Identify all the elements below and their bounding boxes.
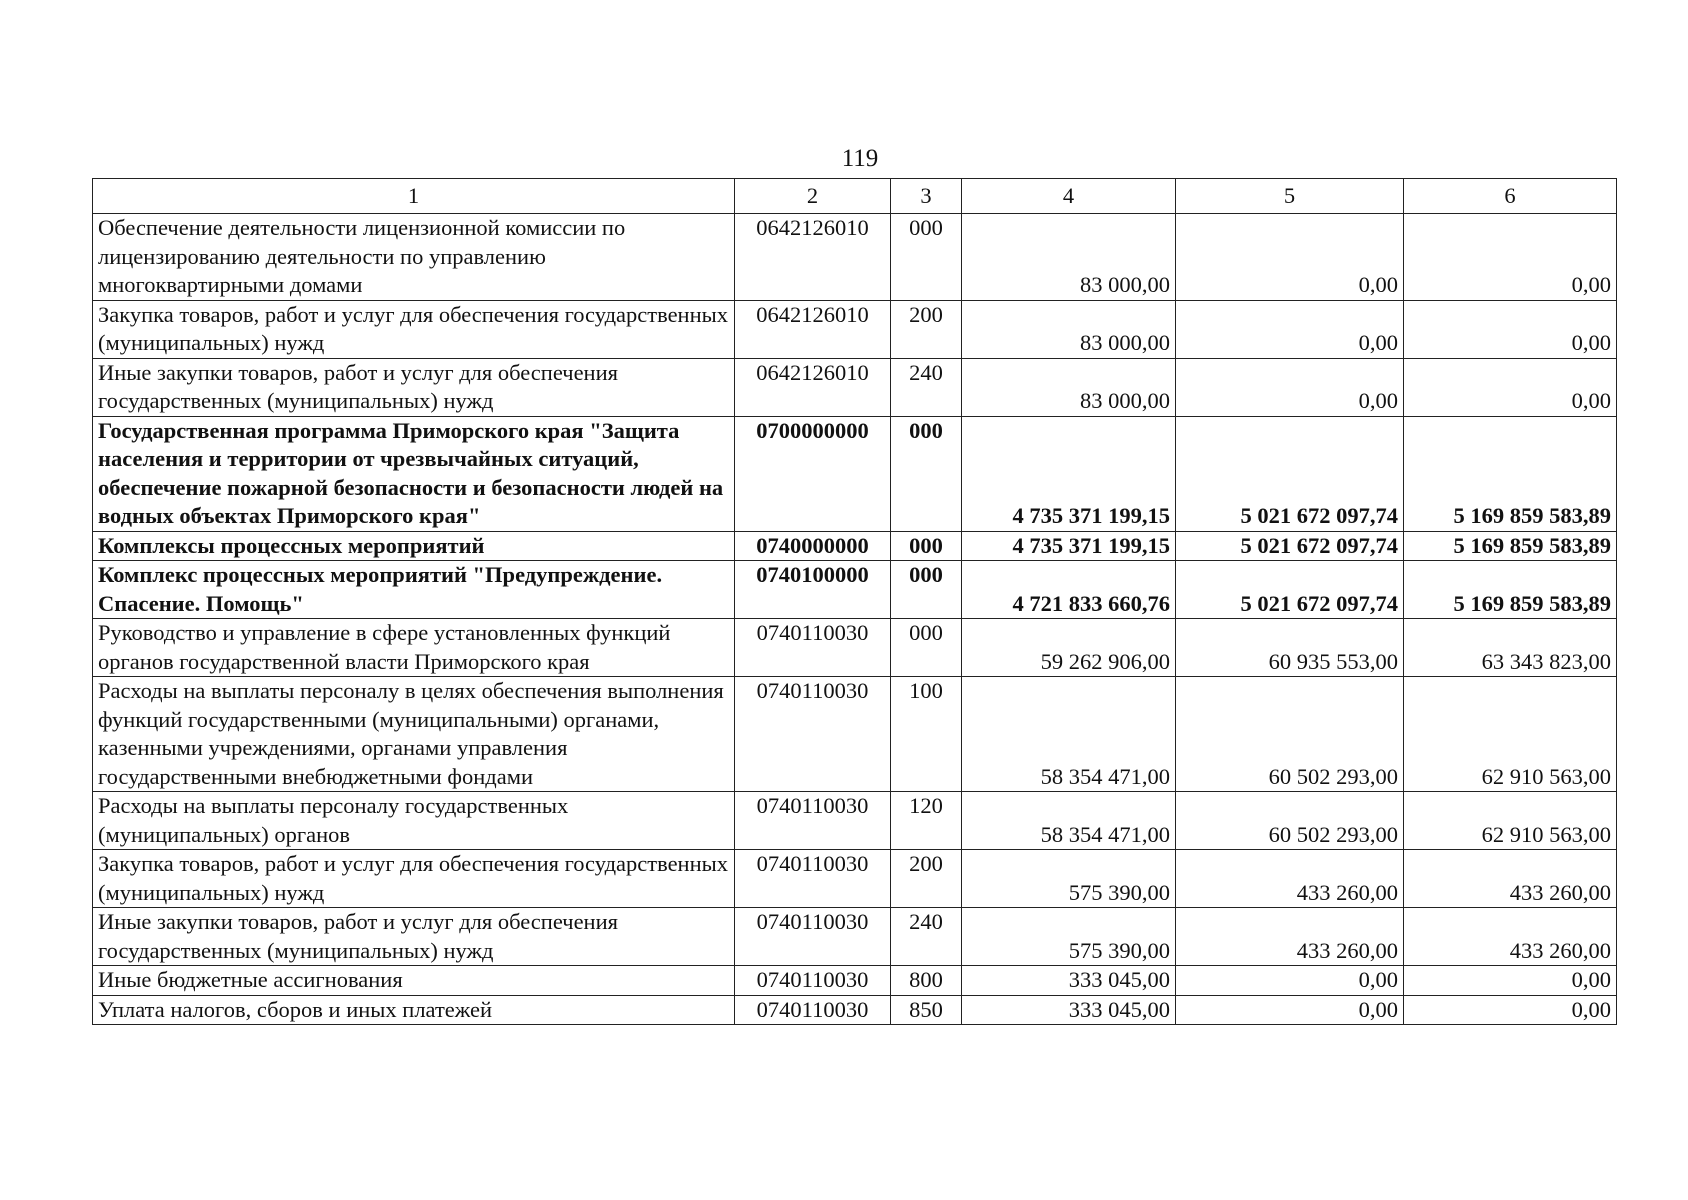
row-type-cell: 100 [891, 677, 962, 792]
row-type-cell: 200 [891, 300, 962, 358]
row-code-cell: 0740110030 [735, 619, 891, 677]
row-type-cell: 000 [891, 619, 962, 677]
row-value-6-cell: 62 910 563,00 [1404, 792, 1617, 850]
row-value-4-cell: 333 045,00 [962, 995, 1176, 1025]
row-value-6-cell: 433 260,00 [1404, 850, 1617, 908]
row-value-4-cell: 83 000,00 [962, 358, 1176, 416]
row-value-5-cell: 5 021 672 097,74 [1176, 531, 1404, 561]
row-name-cell: Расходы на выплаты персоналу государственных (муниципальных) органов [93, 792, 735, 850]
row-value-4-cell: 58 354 471,00 [962, 792, 1176, 850]
row-type-cell: 000 [891, 214, 962, 301]
row-code-cell: 0642126010 [735, 300, 891, 358]
row-value-5-cell: 433 260,00 [1176, 908, 1404, 966]
row-value-4-cell: 575 390,00 [962, 850, 1176, 908]
table-row [93, 850, 1617, 908]
row-code-cell: 0740000000 [735, 531, 891, 561]
row-value-5-cell: 5 021 672 097,74 [1176, 416, 1404, 531]
table-row [93, 995, 1617, 1025]
header-cell-3: 3 [891, 179, 962, 214]
row-value-5-cell: 60 935 553,00 [1176, 619, 1404, 677]
row-value-6-cell: 0,00 [1404, 214, 1617, 301]
header-cell-6: 6 [1404, 179, 1617, 214]
table-row [93, 358, 1617, 416]
table-row [93, 908, 1617, 966]
row-value-4-cell: 59 262 906,00 [962, 619, 1176, 677]
row-name-cell: Иные закупки товаров, работ и услуг для обеспечения государственных (муниципальных) нужд [93, 908, 735, 966]
row-code-cell: 0740100000 [735, 561, 891, 619]
table-row [93, 619, 1617, 677]
header-cell-2: 2 [735, 179, 891, 214]
row-code-cell: 0740110030 [735, 792, 891, 850]
row-value-5-cell: 0,00 [1176, 358, 1404, 416]
row-name-cell: Иные закупки товаров, работ и услуг для обеспечения государственных (муниципальных) нужд [93, 358, 735, 416]
page-number: 119 [841, 145, 879, 172]
table-row [93, 677, 1617, 792]
row-value-4-cell: 83 000,00 [962, 300, 1176, 358]
row-value-5-cell: 433 260,00 [1176, 850, 1404, 908]
row-type-cell: 000 [891, 416, 962, 531]
row-type-cell: 000 [891, 531, 962, 561]
row-value-5-cell: 0,00 [1176, 995, 1404, 1025]
row-value-4-cell: 4 735 371 199,15 [962, 531, 1176, 561]
row-code-cell: 0642126010 [735, 214, 891, 301]
row-value-5-cell: 5 021 672 097,74 [1176, 561, 1404, 619]
row-name-cell: Расходы на выплаты персоналу в целях обеспечения выполнения функций государственными (муниципальными) органами, казенными учреждениями, органами управления государственными внебюджетными фондами [93, 677, 735, 792]
table-row [93, 792, 1617, 850]
row-code-cell: 0740110030 [735, 850, 891, 908]
row-value-6-cell: 0,00 [1404, 300, 1617, 358]
budget-table [92, 178, 1617, 1025]
row-name-cell: Государственная программа Приморского края "Защита населения и территории от чрезвычайных ситуаций, обеспечение пожарной безопасности и безопасности людей на водных объектах Приморского края" [93, 416, 735, 531]
row-value-4-cell: 83 000,00 [962, 214, 1176, 301]
row-value-6-cell: 62 910 563,00 [1404, 677, 1617, 792]
row-value-5-cell: 60 502 293,00 [1176, 677, 1404, 792]
row-code-cell: 0740110030 [735, 677, 891, 792]
row-value-4-cell: 575 390,00 [962, 908, 1176, 966]
row-value-5-cell: 0,00 [1176, 300, 1404, 358]
row-type-cell: 000 [891, 561, 962, 619]
table-row [93, 531, 1617, 561]
table-row [93, 561, 1617, 619]
row-name-cell: Комплекс процессных мероприятий "Предупреждение. Спасение. Помощь" [93, 561, 735, 619]
row-value-4-cell: 333 045,00 [962, 966, 1176, 996]
row-value-4-cell: 58 354 471,00 [962, 677, 1176, 792]
row-type-cell: 850 [891, 995, 962, 1025]
row-code-cell: 0642126010 [735, 358, 891, 416]
row-name-cell: Закупка товаров, работ и услуг для обеспечения государственных (муниципальных) нужд [93, 300, 735, 358]
table-row [93, 416, 1617, 531]
table-header-row [93, 179, 1617, 214]
row-name-cell: Иные бюджетные ассигнования [93, 966, 735, 996]
row-value-6-cell: 433 260,00 [1404, 908, 1617, 966]
row-code-cell: 0740110030 [735, 908, 891, 966]
row-type-cell: 240 [891, 908, 962, 966]
table-row [93, 966, 1617, 996]
row-value-5-cell: 0,00 [1176, 214, 1404, 301]
row-type-cell: 240 [891, 358, 962, 416]
row-value-6-cell: 0,00 [1404, 995, 1617, 1025]
table-row [93, 214, 1617, 301]
row-name-cell: Закупка товаров, работ и услуг для обеспечения государственных (муниципальных) нужд [93, 850, 735, 908]
row-name-cell: Комплексы процессных мероприятий [93, 531, 735, 561]
row-type-cell: 800 [891, 966, 962, 996]
row-value-5-cell: 60 502 293,00 [1176, 792, 1404, 850]
row-name-cell: Уплата налогов, сборов и иных платежей [93, 995, 735, 1025]
row-value-5-cell: 0,00 [1176, 966, 1404, 996]
row-value-6-cell: 5 169 859 583,89 [1404, 416, 1617, 531]
row-code-cell: 0740110030 [735, 995, 891, 1025]
row-value-6-cell: 0,00 [1404, 358, 1617, 416]
row-code-cell: 0740110030 [735, 966, 891, 996]
row-value-4-cell: 4 721 833 660,76 [962, 561, 1176, 619]
header-cell-5: 5 [1176, 179, 1404, 214]
row-type-cell: 120 [891, 792, 962, 850]
header-cell-4: 4 [962, 179, 1176, 214]
table-row [93, 300, 1617, 358]
row-value-4-cell: 4 735 371 199,15 [962, 416, 1176, 531]
row-name-cell: Обеспечение деятельности лицензионной комиссии по лицензированию деятельности по управлению многоквартирными домами [93, 214, 735, 301]
row-code-cell: 0700000000 [735, 416, 891, 531]
row-value-6-cell: 5 169 859 583,89 [1404, 561, 1617, 619]
row-value-6-cell: 5 169 859 583,89 [1404, 531, 1617, 561]
header-cell-1: 1 [93, 179, 735, 214]
row-type-cell: 200 [891, 850, 962, 908]
row-name-cell: Руководство и управление в сфере установленных функций органов государственной власти Приморского края [93, 619, 735, 677]
row-value-6-cell: 0,00 [1404, 966, 1617, 996]
row-value-6-cell: 63 343 823,00 [1404, 619, 1617, 677]
